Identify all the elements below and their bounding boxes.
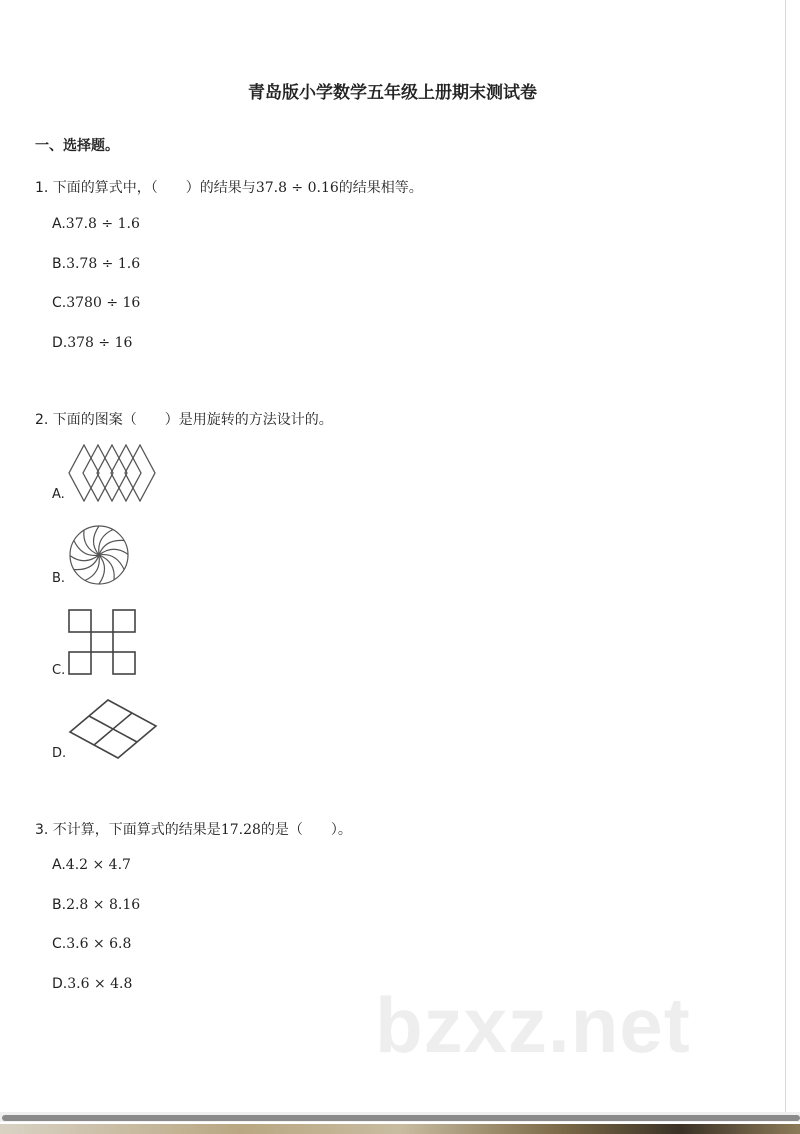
question-3 [35,819,352,839]
option-1a [52,216,140,232]
question-text: 3. 不计算，下面算式的结果是 [35,822,221,838]
option-1b [52,256,140,272]
option-label: A. [52,216,66,232]
option-2b-label: B. [52,571,66,586]
section-heading: 一、选择题。 [35,138,119,154]
option-label: B. [52,256,67,272]
question-math: 17.28 [220,822,261,838]
option-label: D. [52,976,68,992]
option-3b [52,897,140,913]
option-label: C. [52,295,67,311]
option-1d [52,335,132,351]
divided-rhombus-figure-icon [68,698,158,760]
question-1 [35,177,423,197]
background-photo-strip [0,1124,800,1134]
option-math: 3780 ÷ 16 [66,295,141,311]
option-label: A. [52,857,66,873]
option-3d [52,976,132,992]
option-math: 2.8 × 8.16 [66,897,141,913]
question-math: 37.8 ÷ 0.16 [255,180,339,196]
diamond-chain-figure-icon [68,444,156,502]
pinwheel-circle-figure-icon [68,524,130,586]
option-3a [52,857,131,873]
option-2c-label: C. [52,663,66,678]
question-text: 1. 下面的算式中，（ ）的结果与 [35,180,256,196]
option-label: C. [52,936,67,952]
option-math: 378 ÷ 16 [67,335,133,351]
option-math: 3.6 × 4.8 [67,976,133,992]
option-label: D. [52,335,68,351]
horizontal-scrollbar-thumb[interactable] [2,1115,800,1121]
question-2: 2. 下面的图案（ ）是用旋转的方法设计的。 [35,412,333,428]
option-math: 37.8 ÷ 1.6 [65,216,140,232]
watermark: bzxz.net [375,981,691,1069]
question-text-tail: 的结果相等。 [338,180,423,196]
option-2a-label: A. [52,487,65,502]
question-text-tail: 的是（ ）。 [260,822,352,838]
option-math: 4.2 × 4.7 [65,857,131,873]
option-1c [52,295,140,311]
option-math: 3.78 ÷ 1.6 [66,256,141,272]
option-math: 3.6 × 6.8 [66,936,132,952]
option-label: B. [52,897,67,913]
option-2d-label: D. [52,746,67,761]
page-title: 青岛版小学数学五年级上册期末测试卷 [248,83,537,103]
four-squares-figure-icon [68,609,138,675]
option-3c [52,936,131,952]
